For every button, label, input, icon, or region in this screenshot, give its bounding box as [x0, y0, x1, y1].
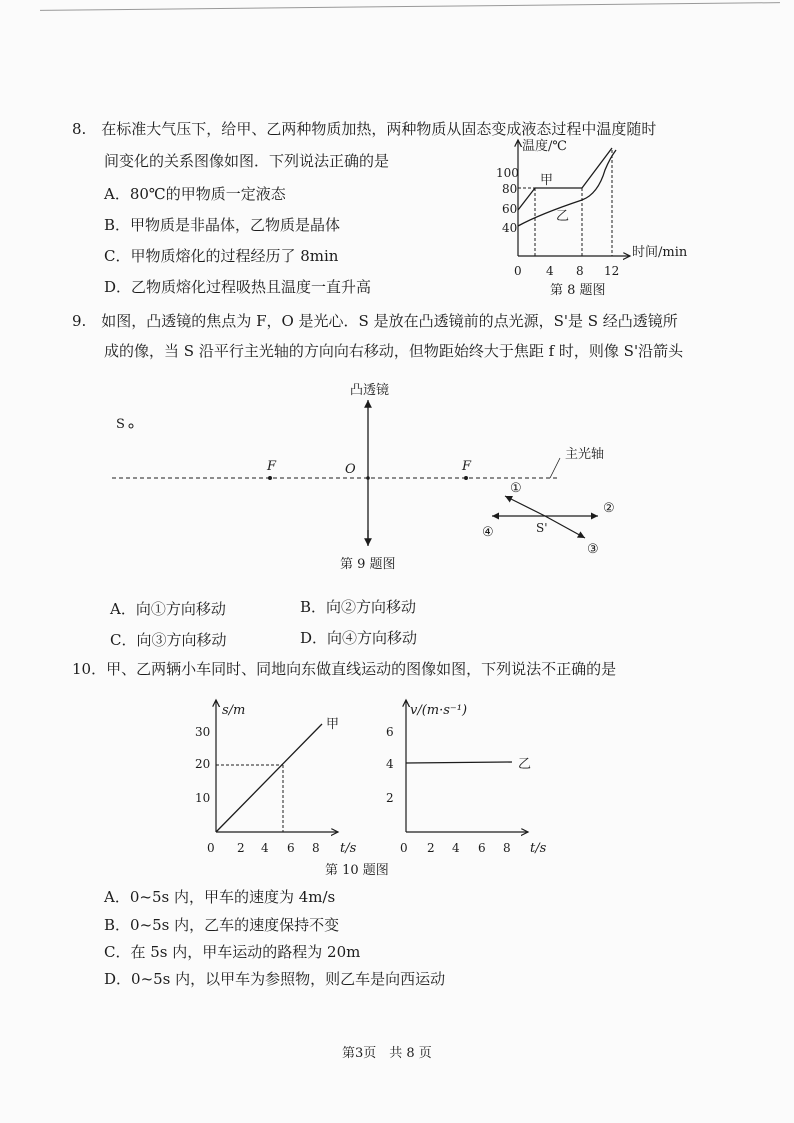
- q10-left-chart: [190, 690, 360, 860]
- q9-option-d: D．向④方向移动: [300, 629, 418, 647]
- q8-caption: 第 8 题图: [550, 283, 606, 298]
- q9-option-b: B．向②方向移动: [300, 598, 417, 616]
- q8-option-c: C．甲物质熔化的过程经历了 8min: [104, 247, 339, 265]
- q9-focus-right-point: [464, 476, 468, 480]
- q8-ytick-80: 80: [502, 182, 518, 196]
- q8-ytick-40: 40: [502, 221, 518, 235]
- q10r-xlabel: t/s: [530, 841, 547, 856]
- q9-axis-label: 主光轴: [565, 447, 605, 462]
- q10l-label-jia: 甲: [326, 717, 340, 732]
- q9-arrow-label-4: ④: [482, 525, 494, 540]
- q8-label-yi: 乙: [556, 209, 570, 224]
- q10-right-chart: [375, 690, 555, 860]
- q10l-xtick-0: 0: [207, 841, 215, 855]
- q10-option-c: C．在 5s 内，甲车运动的路程为 20m: [104, 943, 361, 961]
- q8-xtick-12: 12: [604, 264, 620, 278]
- q8-xtick-4: 4: [546, 264, 554, 278]
- page-footer: 第3页 共 8 页: [342, 1046, 432, 1061]
- q10-caption: 第 10 题图: [325, 863, 389, 878]
- q10l-xlabel: t/s: [340, 841, 357, 856]
- q9-caption: 第 9 题图: [340, 557, 396, 572]
- q9-arrow-label-2: ②: [603, 501, 615, 516]
- q10r-ytick-2: 2: [386, 791, 394, 805]
- q10l-ylabel: s/m: [222, 703, 246, 718]
- q8-xtick-0: 0: [514, 264, 522, 278]
- q8-ytick-60: 60: [502, 202, 518, 216]
- q10l-xtick-6: 6: [287, 841, 295, 855]
- q10l-xtick-4: 4: [261, 841, 269, 855]
- q9-option-a: A．向①方向移动: [110, 600, 226, 618]
- q10-stem: 10．甲、乙两辆小车同时、同地向东做直线运动的图像如图，下列说法不正确的是: [72, 660, 617, 678]
- q8-stem-line2: 间变化的关系图像如图．下列说法正确的是: [104, 152, 390, 170]
- q9-arrow-label-3: ③: [587, 542, 599, 557]
- q9-image-label: S': [536, 521, 548, 535]
- q10-option-d: D．0~5s 内，以甲车为参照物，则乙车是向西运动: [104, 970, 446, 988]
- q8-figure: [470, 130, 700, 300]
- q8-stem-line1: 8. 在标准大气压下，给甲、乙两种物质加热，两种物质从固态变成液态过程中温度随时: [72, 120, 657, 138]
- q10r-xtick-0: 0: [400, 841, 408, 855]
- q10-option-a: A．0~5s 内，甲车的速度为 4m/s: [104, 888, 336, 906]
- q9-figure: [100, 375, 660, 575]
- scan-edge-line: [40, 2, 780, 11]
- q8-ytick-100: 100: [496, 166, 519, 180]
- q8-label-jia: 甲: [540, 173, 554, 188]
- q10l-xtick-8: 8: [312, 841, 320, 855]
- q9-arrow-1: [505, 496, 545, 516]
- q10l-ytick-20: 20: [195, 757, 211, 771]
- q9-stem-line1: 9. 如图，凸透镜的焦点为 F，O 是光心．S 是放在凸透镜前的点光源，S'是 S 经凸透镜所: [72, 312, 678, 330]
- q8-ylabel: 温度/℃: [522, 139, 567, 154]
- q9-focus-left-point: [268, 476, 272, 480]
- q10l-line-jia: [216, 724, 322, 832]
- q10r-ytick-4: 4: [386, 757, 394, 771]
- q8-option-b: B．甲物质是非晶体，乙物质是晶体: [104, 216, 341, 234]
- q9-arrow-label-1: ①: [510, 481, 522, 496]
- q8-xtick-8: 8: [576, 264, 584, 278]
- q8-xlabel: 时间/min: [632, 245, 688, 260]
- q9-lens-label: 凸透镜: [350, 383, 390, 398]
- q9-arrow-3: [545, 516, 585, 538]
- q10l-ytick-30: 30: [195, 725, 211, 739]
- q10r-xtick-6: 6: [478, 841, 486, 855]
- q10r-xtick-2: 2: [427, 841, 435, 855]
- q10l-ytick-10: 10: [195, 791, 211, 805]
- q9-focus-right: F: [462, 459, 472, 474]
- q10r-xtick-8: 8: [503, 841, 511, 855]
- q10r-line-yi: [406, 762, 512, 763]
- q9-stem-line2: 成的像，当 S 沿平行主光轴的方向向右移动，但物距始终大于焦距 f 时，则像 S'沿箭头: [104, 342, 684, 360]
- q10r-xtick-4: 4: [452, 841, 460, 855]
- q9-source-point: [129, 424, 133, 428]
- q9-axis-label-leader: [550, 458, 560, 478]
- q8-option-d: D．乙物质熔化过程吸热且温度一直升高: [104, 278, 372, 296]
- q9-source-label: S: [116, 417, 125, 432]
- q10r-ylabel: v/(m·s⁻¹): [410, 703, 468, 718]
- q9-center: O: [345, 462, 356, 477]
- q9-focus-left: F: [267, 459, 277, 474]
- q10-option-b: B．0~5s 内，乙车的速度保持不变: [104, 916, 340, 934]
- q8-option-a: A．80℃的甲物质一定液态: [104, 185, 286, 203]
- q10r-label-yi: 乙: [518, 757, 532, 772]
- q10r-ytick-6: 6: [386, 725, 394, 739]
- q8-curve-jia: [518, 148, 612, 210]
- q9-center-point: [366, 476, 370, 480]
- q10l-xtick-2: 2: [237, 841, 245, 855]
- q9-option-c: C．向③方向移动: [110, 631, 227, 649]
